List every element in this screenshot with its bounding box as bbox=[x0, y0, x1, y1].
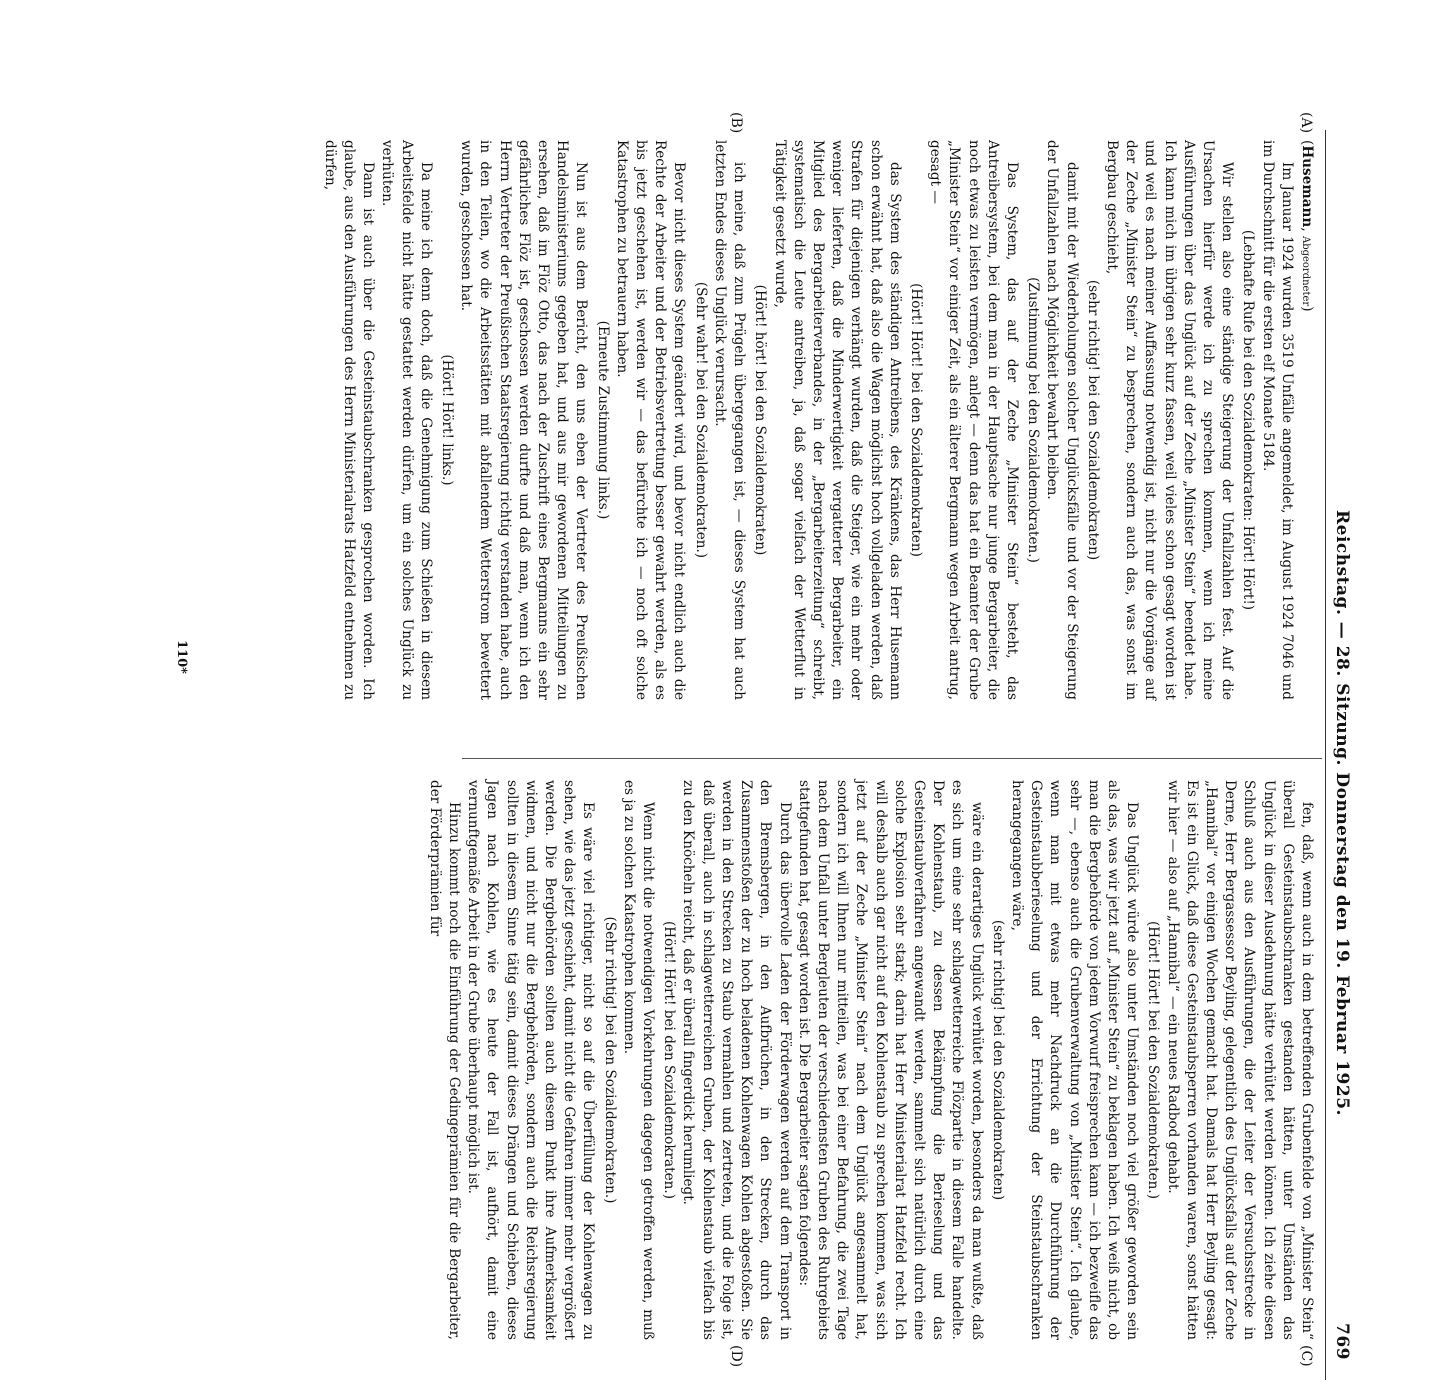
right-paragraph: Hinzu kommt noch die Einführung der Gedingeprämien für die Bergarbeiter, der Förderprämien für bbox=[426, 780, 463, 1340]
left-paragraph: (Erneute Zustimmung links.) bbox=[594, 320, 611, 520]
right-column bbox=[425, 780, 1316, 1340]
right-paragraph: (sehr richtig! bei den Sozialdemokraten) bbox=[989, 919, 1006, 1201]
margin-marker-a: (A) bbox=[1298, 112, 1314, 134]
left-paragraph: Wir stellen also eine ständige Steigerung der Unfallzahlen fest. Auf die Ursachen hierfür werde ich zu sprechen kommen, wenn ich meine Ausführungen über das Unglück auf der Zeche „Minister Stein“ beendet habe. Ich kann mich im übrigen sehr kurz fassen, weil vieles schon gesagt worden ist und weil es nach meiner Auffassung notwendig ist, nicht nur die Vorgänge auf der Zeche „Minister Stein“ zu besprechen, sondern auch das, was sonst im Bergbau geschieht, bbox=[1103, 140, 1236, 700]
right-paragraph: Das Unglück würde also unter Umständen noch viel größer geworden sein als das, was wir jetzt auf „Minister Stein“ zu beklagen haben. Ich weiß nicht, ob man die Bergbehörde von jedem Vorwurf freisprechen kann — ich bezweifle das sehr —, ebenso auch die Grubenverwaltung von „Minister Stein“. Ich glaube, wenn man mit etwas mehr Nachdruck an die Durchführung der Gesteinstaubberieselung und der Errichtung der Steinstaubschranken herangegangen wäre, bbox=[1008, 780, 1141, 1340]
left-paragraph: Bevor nicht dieses System geändert wird, und bevor nicht endlich auch die Rechte der Arbeiter und der Betriebsvertretung besser gewahrt werden, als es bis jetzt geschehen ist, werden wir — das befürchte ich — noch oft solche Katastrophen zu betrauern haben. bbox=[613, 140, 688, 700]
left-paragraph: das System des ständigen Antreibens, des Kränkens, das Herr Husemann schon erwähnt hat, daß also die Wagen möglichst hoch vollgeladen werden, daß Strafen für diejenigen verhängt wurden, daß die Steiger, wie ein mehr oder weniger lieferten, daß die Minderwertigkeit vergatterter Bergarbeiter, ein Mitglied des Bergarbeiterverbandes, in der „Bergarbeiterzeitung“ schreibt, systematisch die Leute antreiben, ja, daß sogar vielfach der Wetterflut in Tätigkeit gesetzt wurde, bbox=[771, 140, 903, 700]
left-paragraph: ich meine, daß zum Prügeln übergegangen ist, — dieses System hat auch letzten Endes dieses Unglück verursacht. bbox=[711, 140, 748, 700]
right-paragraph: Es wäre viel richtiger, nicht so auf die Überfüllung der Kohlenwagen zu sehen, wie das jetzt geschieht, damit nicht die Gefahren immer mehr vergrößert werden. Die Bergbehörden sollten auch diesem Punkt ihre Aufmerksamkeit widmen, und nicht nur die Bergbehörden, sondern auch die Reichsregierung sollten in diesem Sinne tätig sein, damit dieses Drängen und Schieben, dieses Jagen nach Kohlen, wie es heute der Fall ist, aufhört, damit eine vernunftgemäße Arbeit in der Grube überhaupt möglich ist. bbox=[465, 780, 597, 1340]
page-title: Reichstag. — 28. Sitzung. Donnerstag den 19. Februar 1925. bbox=[1332, 510, 1352, 1116]
left-paragraph: (Hört! Hört! links.) bbox=[439, 354, 456, 486]
margin-marker-d: (D) bbox=[728, 1345, 744, 1368]
left-paragraph: (Zustimmung bei den Sozialdemokraten.) bbox=[1025, 277, 1042, 563]
right-paragraph: wäre ein derartiges Unglück verhütet worden, besonders da man wußte, daß es sich um eine sehr schlagwetterreiche Flözpartie in diesem Falle handelte. Der Kohlenstaub, zu dessen Bekämpfung die Berieselung und das Gesteinstaubverfahren angewandt werden, sammelt sich natürlich durch eine solche Explosion sehr stark; darin hat Herr Ministerialrat Hatzfeld recht. Ich will deshalb auch gar nicht auf den Kohlenstaub zu sprechen kommen, was sich jetzt auf der Zeche „Minister Stein“ nach dem Unglück angesammelt hat, sondern ich will Ihnen nur mitteilen, was bei einer Befahrung, die zwei Tage nach dem Unfall unter Bergleuten der verschiedensten Gruben des Ruhrgebiets stattgefunden hat, gesagt worden ist. Die Bergarbeiter sagten folgendes: bbox=[795, 780, 985, 1340]
right-paragraph: fen, daß, wenn auch in dem betreffenden Grubenfelde von „Minister Stein“ überall Gesteinstaubschranken gestanden hätten, unter Umständen das Unglück in dieser Ausdehnung hätte verhütet werden können. Ich ziehe diesen Schluß auch aus den Ausführungen, die der Leiter der Versuchsstrecke in Derne, Herr Bergassessor Beyling, gelegentlich des Unglücksfalls auf der Zeche „Hannibal“ vor einigen Wochen gemacht hat. Damals hat Herr Beyling gesagt: Es ist ein Glück, daß diese Gesteinstaubsperren vorhanden waren, sonst hätten wir hier — also auf „Hannibal“ — ein neues Radbod gehabt. bbox=[1164, 780, 1315, 1340]
page-number: 769 bbox=[1332, 1323, 1352, 1360]
speaker-line: (Husemann, Abgeordneter) bbox=[1299, 140, 1315, 312]
left-column bbox=[320, 140, 1316, 700]
page-header bbox=[1328, 150, 1352, 1360]
right-paragraph: Wenn nicht die notwendigen Vorkehrungen dagegen getroffen werden, muß es ja zu solchen Katastrophen kommen. bbox=[620, 780, 657, 1340]
column-divider bbox=[462, 758, 1322, 759]
speaker-role: Abgeordneter bbox=[1300, 235, 1311, 307]
speaker-name: Husemann bbox=[1299, 145, 1315, 228]
right-paragraphs bbox=[425, 780, 1316, 1340]
right-paragraph: (Sehr richtig! bei den Sozialdemokraten.) bbox=[601, 916, 618, 1204]
right-paragraph: (Hört! Hört! bei den Sozialdemokraten.) bbox=[1145, 920, 1162, 1200]
left-paragraph: Das System, das auf der Zeche „Minister Stein“ besteht, das Antreibersystem, bei dem man in der Hauptsache nur junge Bergarbeiter, die noch etwas zu leisten vermögen, anlegt — denn das hat ein Beamter der Grube „Minister Stein“ vor einiger Zeit, als ein älterer Bergmann wegen Arbeit antrug, gesagt — bbox=[927, 140, 1020, 700]
right-paragraph: (Hört! Hört! bei den Sozialdemokraten.) bbox=[661, 920, 678, 1200]
left-paragraph: (Hört! hört! bei den Sozialdemokraten) bbox=[752, 284, 769, 556]
left-paragraph: (Lebhafte Rufe bei den Sozialdemokraten: Hört! Hört!) bbox=[1240, 229, 1257, 611]
left-paragraph: Nun ist aus dem Bericht, den uns eben der Vertreter des Preußischen Handelsministeriums gegeben hat, und aus mir gewordenen Mitteilungen zu ersehen, daß im Flöz Otto, das nach der Zuschrift eines Bergmanns ein sehr gefährliches Flöz ist, geschossen werden durfte und daß man, wenn ich den Herrn Vertreter der Preußischen Staatsregierung richtig verstanden habe, auch in den Teilen, wo die Arbeitsstätten mit abfallendem Wetterstrom bewettert wurden, geschossen hat. bbox=[458, 140, 590, 700]
right-paragraph: Durch das übervolle Laden der Förderwagen werden auf dem Transport in den Bremsbergen, in den Aufbrüchen, in den Strecken, durch das Zusammenstoßen der zu hoch beladenen Kohlenwagen Kohlen abgestoßen. Sie werden in den Strecken zu Staub vermahlen und zertreten, und die Folge ist, daß überall, auch in schlagwetterreichen Gruben, der Kohlenstaub vielfach bis zu den Knöcheln reicht, daß er überall fingerdick herumliegt. bbox=[680, 780, 793, 1340]
left-paragraph: Im Januar 1924 wurden 3519 Unfälle angemeldet, im August 1924 7046 und im Durchschnitt für die ersten elf Monate 5184. bbox=[1259, 140, 1295, 700]
margin-marker-c: (C) bbox=[1298, 1345, 1314, 1367]
left-paragraph: (Hört! Hört! bei den Sozialdemokraten) bbox=[907, 283, 924, 557]
margin-marker-b: (B) bbox=[728, 112, 744, 134]
left-paragraphs bbox=[320, 140, 1296, 700]
left-paragraph: damit mit der Wiederholungen solcher Unglücksfälle und vor der Steigerung der Unfallzahlen nach Möglichkeit bewahrt bleiben. bbox=[1044, 140, 1080, 700]
header-rule bbox=[1325, 130, 1326, 1380]
left-paragraph: (Sehr wahr! bei den Sozialdemokraten.) bbox=[692, 281, 709, 559]
left-paragraph: Da meine ich denn doch, daß die Genehmigung zum Schießen in diesem Arbeitsfelde nicht hätte gestattet werden dürfen, um ein solches Unglück zu verhüten. bbox=[379, 140, 434, 700]
page-signature: 110* bbox=[174, 640, 189, 674]
left-paragraph: (sehr richtig! bei den Sozialdemokraten) bbox=[1084, 279, 1101, 561]
left-paragraph: Dann ist auch über die Gesteinstaubschranken gesprochen worden. Ich glaube, aus den Ausführungen des Herrn Ministerialrats Hatzfeld entnehmen zu dürfen, bbox=[321, 140, 377, 700]
